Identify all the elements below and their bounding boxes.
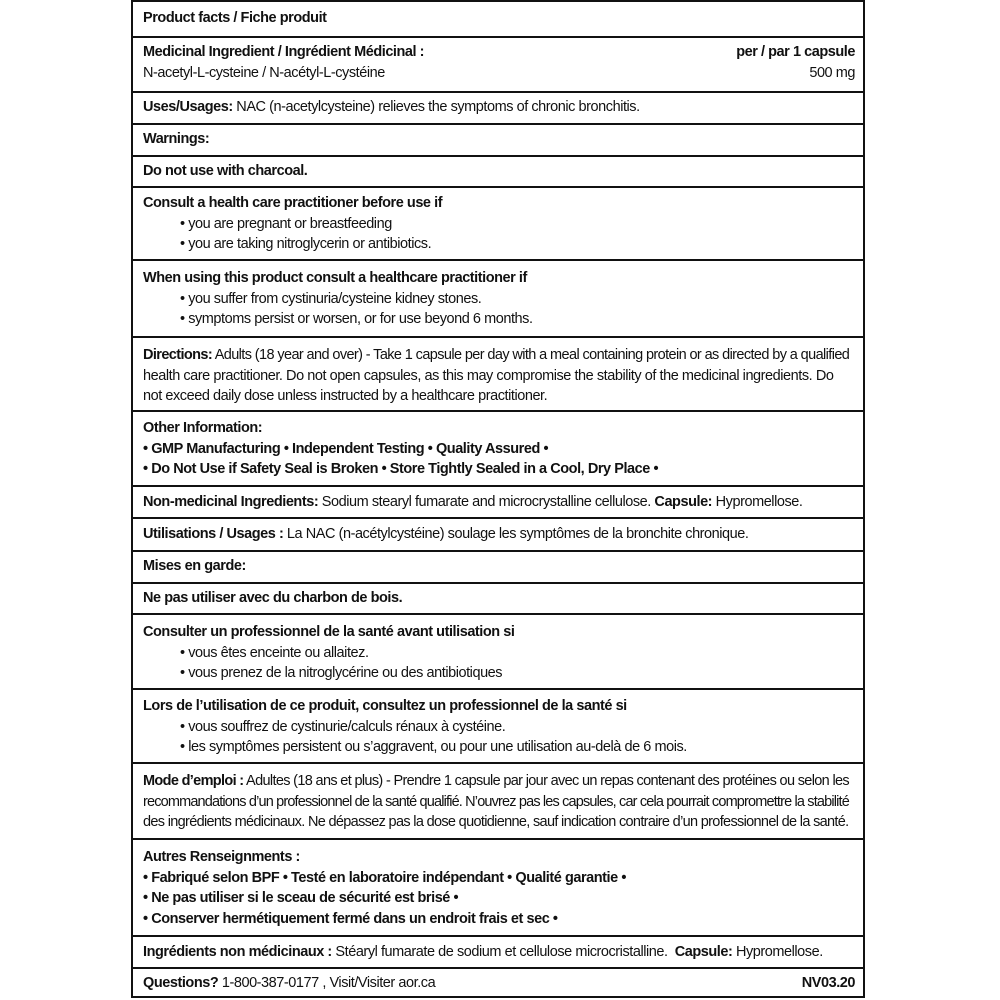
ingredient-amount: 500 mg [809, 64, 855, 81]
directions-line-fr: Adultes (18 ans et plus) - Prendre 1 capsule par jour avec un repas contenant des protéines ou selon les [243, 773, 850, 789]
uses-label-fr: Utilisations / Usages : [143, 526, 284, 542]
non-medicinal-section-en [133, 487, 863, 519]
capsule-text-fr: Hypromellose. [732, 944, 823, 960]
list-item: • you suffer from cystinuria/cysteine kidney stones. [180, 290, 482, 307]
when-using-section-fr [133, 690, 863, 764]
other-info-heading-fr: Autres Renseignments : [143, 849, 300, 865]
list-item: • vous souffrez de cystinurie/calculs rénaux à cystéine. [180, 718, 506, 735]
consult-heading-en: Consult a health care practitioner before use if [143, 195, 443, 211]
directions-line-en: Adults (18 year and over) - Take 1 capsule per day with a meal containing protein or as directed by a qualified [212, 347, 850, 363]
uses-section-en [133, 93, 863, 125]
warnings-heading-en: Warnings: [143, 131, 210, 147]
charcoal-warning-text-en: Do not use with charcoal. [143, 163, 308, 179]
charcoal-warning-en [133, 157, 863, 188]
when-using-heading-fr: Lors de l’utilisation de ce produit, consultez un professionnel de la santé si [143, 698, 627, 714]
directions-line-en: health care practitioner. Do not open capsules, as this may compromise the stability of the medicinal ingredients. Do [143, 367, 834, 384]
list-item: • you are pregnant or breastfeeding [180, 215, 392, 232]
list-item: • vous prenez de la nitroglycérine ou des antibiotiques [180, 665, 503, 681]
capsule-label-fr: Capsule: [674, 944, 733, 960]
product-facts-panel [131, 0, 865, 998]
questions-label: Questions? [143, 975, 219, 991]
directions-line-en: not exceed daily dose unless instructed by a healthcare practitioner. [143, 388, 548, 404]
medicinal-ingredient-heading: Medicinal Ingredient / Ingrédient Médicinal : [143, 44, 425, 60]
non-medicinal-label-fr: Ingrédients non médicinaux : [143, 944, 332, 960]
other-info-section-en [133, 412, 863, 487]
directions-line-fr: des ingrédients médicinaux. Ne dépassez pas la dose quotidienne, sauf indication contraire d’un professionnel de la santé. [143, 814, 849, 830]
medicinal-ingredient-section [133, 38, 863, 93]
product-facts-header [133, 2, 863, 38]
warnings-section-en [133, 125, 863, 157]
charcoal-warning-fr [133, 584, 863, 615]
per-capsule-label: per / par 1 capsule [736, 44, 855, 60]
warnings-section-fr [133, 552, 863, 584]
other-info-line-en: • GMP Manufacturing • Independent Testing • Quality Assured • [143, 440, 549, 457]
other-info-line-en: • Do Not Use if Safety Seal is Broken • Store Tightly Sealed in a Cool, Dry Place • [143, 461, 659, 477]
non-medicinal-section-fr [133, 937, 863, 969]
directions-label-en: Directions: [143, 347, 213, 363]
product-facts-title: Product facts / Fiche produit [143, 10, 327, 26]
when-using-heading-en: When using this product consult a healthcare practitioner if [143, 270, 527, 286]
charcoal-warning-text-fr: Ne pas utiliser avec du charbon de bois. [143, 590, 403, 606]
consult-heading-fr: Consulter un professionnel de la santé avant utilisation si [143, 624, 515, 640]
capsule-label-en: Capsule: [654, 494, 713, 510]
list-item: • you are taking nitroglycerin or antibiotics. [180, 236, 432, 252]
footer [133, 969, 863, 998]
other-info-line-fr: • Ne pas utiliser si le sceau de sécurité est brisé • [143, 890, 459, 906]
list-item: • les symptômes persistent ou s’aggravent, ou pour une utilisation au-delà de 6 mois. [180, 739, 687, 755]
other-info-heading-en: Other Information: [143, 420, 263, 436]
directions-section-fr [133, 764, 863, 840]
ingredient-name: N-acetyl-L-cysteine / N-acétyl-L-cystéine [143, 64, 385, 81]
directions-line-fr: recommandations d’un professionnel de la santé qualifié. N’ouvrez pas les capsules, car cela pourrait compromettre la stabilité [143, 793, 849, 810]
other-info-line-fr: • Conserver hermétiquement fermé dans un endroit frais et sec • [143, 910, 558, 927]
other-info-section-fr [133, 840, 863, 937]
uses-text-en: NAC (n-acetylcysteine) relieves the symptoms of chronic bronchitis. [232, 99, 640, 115]
warnings-heading-fr: Mises en garde: [143, 558, 246, 574]
label-version-code: NV03.20 [801, 975, 855, 991]
list-item: • vous êtes enceinte ou allaitez. [180, 644, 369, 661]
capsule-text-en: Hypromellose. [712, 494, 803, 510]
non-medicinal-text-fr: Stéaryl fumarate de sodium et cellulose microcristalline. [331, 944, 675, 960]
list-item: • symptoms persist or worsen, or for use beyond 6 months. [180, 311, 533, 327]
consult-section-fr [133, 615, 863, 690]
directions-section-en [133, 338, 863, 412]
non-medicinal-label-en: Non-medicinal Ingredients: [143, 494, 319, 510]
contact-text: 1-800-387-0177 , Visit/Visiter aor.ca [218, 975, 436, 991]
when-using-section-en [133, 261, 863, 338]
consult-section-en [133, 188, 863, 261]
uses-text-fr: La NAC (n-acétylcystéine) soulage les symptômes de la bronchite chronique. [283, 526, 749, 542]
non-medicinal-text-en: Sodium stearyl fumarate and microcrystalline cellulose. [318, 494, 655, 510]
uses-section-fr [133, 519, 863, 552]
directions-label-fr: Mode d’emploi : [143, 773, 244, 789]
other-info-line-fr: • Fabriqué selon BPF • Testé en laboratoire indépendant • Qualité garantie • [143, 869, 626, 886]
uses-label-en: Uses/Usages: [143, 99, 233, 115]
